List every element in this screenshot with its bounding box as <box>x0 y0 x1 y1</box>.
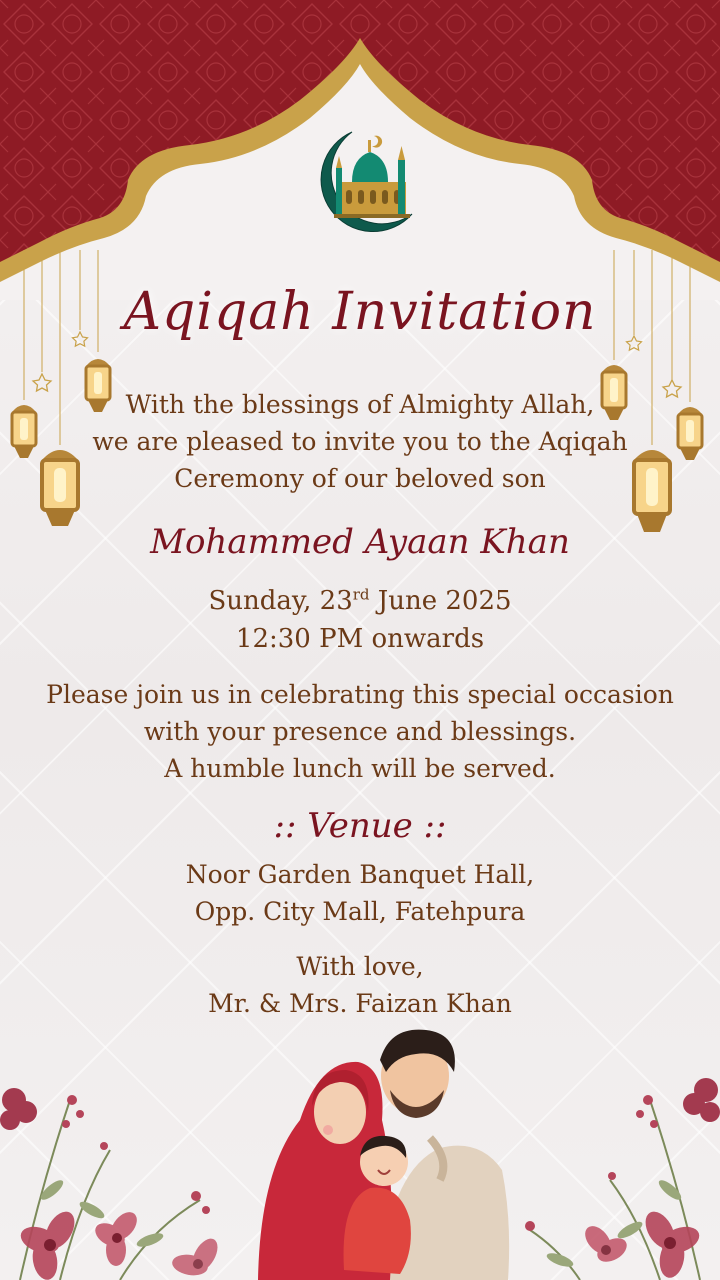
flower-icon <box>683 1078 720 1122</box>
bud-icon <box>525 1095 658 1231</box>
intro-line-3: Ceremony of our beloved son <box>174 464 546 493</box>
closing-line-1: With love, <box>296 952 424 981</box>
flowers-right <box>520 1060 720 1280</box>
hosts-name: Mr. & Mrs. Faizan Khan <box>208 989 512 1018</box>
venue-line-1: Noor Garden Banquet Hall, <box>185 860 535 889</box>
flower-icon <box>640 1207 703 1280</box>
intro-line-2: we are pleased to invite you to the Aqiqah <box>92 427 628 456</box>
flower-icon <box>0 1088 37 1130</box>
invite-line-3: A humble lunch will be served. <box>164 754 556 783</box>
event-datetime <box>0 582 720 658</box>
event-day: Sunday, 23 <box>208 586 353 616</box>
child-name: Mohammed Ayaan Khan <box>150 522 570 562</box>
flowers-left <box>0 1040 250 1280</box>
event-time: 12:30 PM onwards <box>235 624 485 654</box>
event-month-year: June 2025 <box>369 586 512 616</box>
event-day-suffix: rd <box>352 585 370 604</box>
invite-text <box>0 676 720 787</box>
venue-address <box>0 856 720 930</box>
flower-icon <box>171 1234 223 1278</box>
family-illustration <box>240 1020 520 1280</box>
event-date <box>0 582 720 620</box>
invite-line-1: Please join us in celebrating this special occasion <box>46 680 674 709</box>
venue-line-2: Opp. City Mall, Fatehpura <box>194 897 526 926</box>
intro-text <box>0 386 720 497</box>
bud-icon <box>62 1095 210 1214</box>
flower-icon <box>580 1221 631 1266</box>
venue-heading: :: Venue :: <box>273 806 447 846</box>
invitation-title: Aqiqah Invitation <box>123 282 597 342</box>
invite-line-2: with your presence and blessings. <box>143 717 577 746</box>
closing <box>0 948 720 1022</box>
intro-line-1: With the blessings of Almighty Allah, <box>125 390 595 419</box>
